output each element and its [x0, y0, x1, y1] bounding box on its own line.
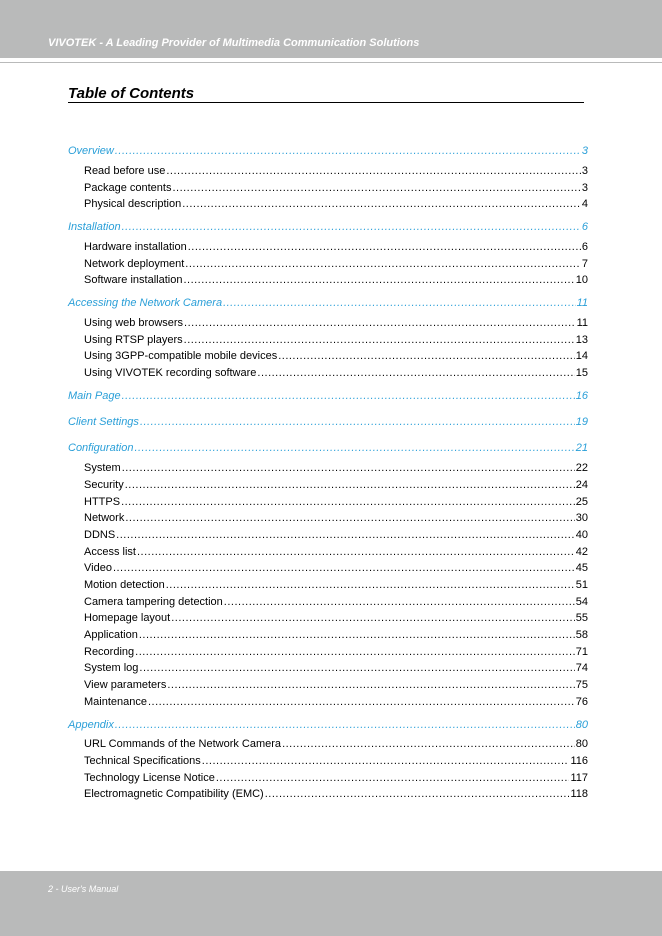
toc-section[interactable]: Video ..... 45 — [84, 562, 588, 575]
toc-section[interactable]: Using 3GPP-compatible mobile devices ..... 14 — [84, 350, 588, 363]
page-footer-band — [0, 871, 662, 936]
toc-section[interactable]: DDNS ..... 40 — [84, 529, 588, 542]
toc-section[interactable]: Security ..... 24 — [84, 479, 588, 492]
toc-section[interactable]: System log ..... 74 — [84, 662, 588, 675]
toc-section[interactable]: Homepage layout ..... 55 — [84, 612, 588, 625]
toc-section[interactable]: Using VIVOTEK recording software ..... 15 — [84, 367, 588, 380]
toc-section[interactable]: Using web browsers ..... 11 — [84, 317, 588, 330]
toc-section[interactable]: Using RTSP players ..... 13 — [84, 334, 588, 347]
toc-section[interactable]: Read before use ..... 3 — [84, 165, 588, 178]
toc-chapter-main-page[interactable]: Main Page ..... 16 — [68, 390, 588, 403]
toc-section[interactable]: Package contents ..... 3 — [84, 182, 588, 195]
toc-section[interactable]: Technical Specifications ..... 116 — [84, 755, 588, 768]
toc-chapter-overview[interactable]: Overview ..... 3 — [68, 145, 588, 158]
toc-section[interactable]: Technology License Notice ..... 117 — [84, 772, 588, 785]
toc-chapter-configuration[interactable]: Configuration ..... 21 — [68, 442, 588, 455]
toc-section[interactable]: HTTPS ..... 25 — [84, 496, 588, 509]
header-text: VIVOTEK - A Leading Provider of Multimedia Communication Solutions — [48, 37, 420, 49]
toc-section[interactable]: Maintenance ..... 76 — [84, 696, 588, 709]
toc-section[interactable]: Access list ..... 42 — [84, 546, 588, 559]
toc-chapter-appendix[interactable]: Appendix ..... 80 — [68, 719, 588, 732]
toc-section[interactable]: Recording ..... 71 — [84, 646, 588, 659]
toc-chapter-installation[interactable]: Installation ..... 6 — [68, 221, 588, 234]
footer-page-number: 2 - User's Manual — [48, 884, 119, 894]
page-title: Table of Contents — [68, 85, 584, 103]
toc-section[interactable]: URL Commands of the Network Camera ..... 80 — [84, 738, 588, 751]
toc-section[interactable]: View parameters ..... 75 — [84, 679, 588, 692]
toc-section[interactable]: Physical description ..... 4 — [84, 198, 588, 211]
toc-section[interactable]: Camera tampering detection ..... 54 — [84, 596, 588, 609]
toc-section[interactable]: Motion detection ..... 51 — [84, 579, 588, 592]
toc-chapter-client-settings[interactable]: Client Settings ..... 19 — [68, 416, 588, 429]
toc-section[interactable]: System ..... 22 — [84, 462, 588, 475]
toc-section[interactable]: Network deployment ..... 7 — [84, 258, 588, 271]
toc-section[interactable]: Software installation ..... 10 — [84, 274, 588, 287]
toc-chapter-accessing[interactable]: Accessing the Network Camera ..... 11 — [68, 297, 588, 310]
toc-section[interactable]: Network ..... 30 — [84, 512, 588, 525]
toc-section[interactable]: Electromagnetic Compatibility (EMC) ..... 118 — [84, 788, 588, 801]
toc-section[interactable]: Application ..... 58 — [84, 629, 588, 642]
toc-section[interactable]: Hardware installation ..... 6 — [84, 241, 588, 254]
